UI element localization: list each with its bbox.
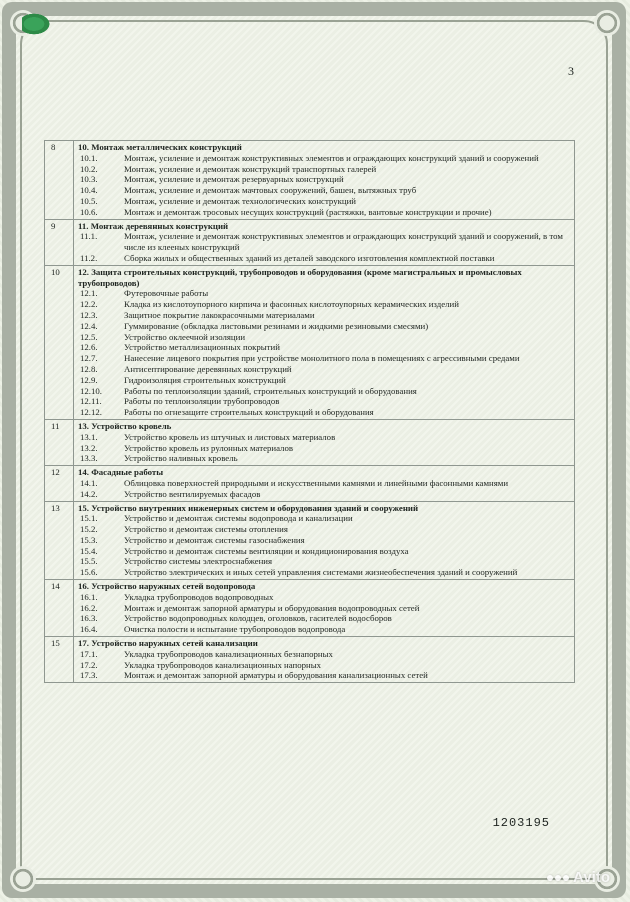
work-item-text: Устройство водопроводных колодцев, оголовков, гасителей водосборов — [124, 613, 392, 624]
work-item-code: 15.4. — [80, 545, 98, 556]
work-item-text: Монтаж, усиление и демонтаж конструкций транспортных галерей — [124, 163, 377, 174]
work-item — [78, 375, 570, 386]
work-item-text: Работы по теплоизоляции зданий, строительных конструкций и оборудования — [124, 385, 417, 396]
row-number: 9 — [45, 219, 74, 265]
work-item — [78, 364, 570, 375]
work-item-code: 15.2. — [80, 524, 98, 535]
work-item — [78, 660, 570, 671]
work-item-text: Укладка трубопроводов канализационных напорных — [124, 659, 322, 670]
avito-logo-icon — [547, 875, 569, 881]
work-item — [78, 231, 570, 253]
works-table — [44, 140, 575, 683]
work-item — [78, 613, 570, 624]
work-item-code: 12.9. — [80, 374, 98, 385]
work-item-text: Укладка трубопроводов канализационных безнапорных — [124, 648, 333, 659]
work-item-code: 16.2. — [80, 602, 98, 613]
work-item-code: 10.5. — [80, 195, 98, 206]
row-number: 12 — [45, 466, 74, 501]
section-cell — [74, 637, 575, 683]
work-item-code: 13.3. — [80, 453, 98, 464]
work-item-text: Защитное покрытие лакокрасочными материалами — [124, 309, 315, 320]
row-number: 8 — [45, 141, 74, 220]
table-row — [45, 637, 575, 683]
work-item-code: 16.4. — [80, 624, 98, 635]
work-item-text: Устройство оклеечной изоляции — [124, 331, 246, 342]
row-number: 14 — [45, 580, 74, 637]
work-item-text: Монтаж и демонтаж запорной арматуры и оборудования водопроводных сетей — [124, 602, 420, 613]
work-item-code: 15.1. — [80, 513, 98, 524]
work-item-text: Сборка жилых и общественных зданий из деталей заводского изготовления комплектной поставки — [124, 252, 495, 263]
row-number: 10 — [45, 265, 74, 419]
work-item-text: Гидроизоляция строительных конструкций — [124, 374, 286, 385]
section-title: 14. Фасадные работы — [78, 467, 164, 478]
work-item-text: Нанесение лицевого покрытия при устройстве монолитного пола в помещениях с агрессивными средами — [124, 353, 520, 364]
work-item — [78, 432, 570, 443]
section-cell — [74, 265, 575, 419]
work-item — [78, 443, 570, 454]
work-item-text: Устройство металлизационных покрытий — [124, 342, 280, 353]
work-item-text: Устройство наливных кровель — [124, 453, 238, 464]
work-item-text: Антисептирование деревянных конструкций — [124, 363, 292, 374]
work-item-code: 12.7. — [80, 353, 98, 364]
section-cell — [74, 580, 575, 637]
work-item — [78, 489, 570, 500]
work-item-code: 11.1. — [80, 231, 98, 242]
work-item — [78, 453, 570, 464]
work-item-code: 13.1. — [80, 431, 98, 442]
work-item-code: 12.10. — [80, 385, 102, 396]
corner-ornament — [10, 866, 36, 892]
work-item-code: 10.6. — [80, 206, 98, 217]
section-cell — [74, 501, 575, 580]
section-title: 11. Монтаж деревянных конструкций — [78, 220, 229, 231]
work-item-code: 10.1. — [80, 152, 98, 163]
work-item — [78, 299, 570, 310]
work-item — [78, 513, 570, 524]
work-item-text: Монтаж, усиление и демонтаж технологических конструкций — [124, 195, 356, 206]
work-item-text: Облицовка поверхностей природными и искусственными камнями и линейными фасонными камнями — [124, 477, 509, 488]
section-title: 17. Устройство наружных сетей канализации — [78, 638, 258, 649]
work-item — [78, 332, 570, 343]
work-item-code: 12.5. — [80, 331, 98, 342]
work-item — [78, 174, 570, 185]
section-title: 13. Устройство кровель — [78, 420, 172, 431]
work-item-text: Устройство электрических и иных сетей управления системами жизнеобеспечения зданий и сооружений — [124, 567, 518, 578]
work-item — [78, 386, 570, 397]
work-item-code: 16.3. — [80, 613, 98, 624]
work-item — [78, 649, 570, 660]
work-item — [78, 478, 570, 489]
section-title: 16. Устройство наружных сетей водопровода — [78, 581, 256, 592]
work-item — [78, 603, 570, 614]
work-item — [78, 196, 570, 207]
section-cell — [74, 466, 575, 501]
table-row — [45, 265, 575, 419]
table-row — [45, 580, 575, 637]
section-title: 15. Устройство внутренних инженерных систем и оборудования зданий и сооружений — [78, 502, 419, 513]
work-item-text: Монтаж, усиление и демонтаж резервуарных конструкций — [124, 174, 344, 185]
work-item-code: 17.2. — [80, 659, 98, 670]
registration-number: 1203195 — [492, 816, 550, 830]
section-cell — [74, 219, 575, 265]
row-number: 11 — [45, 419, 74, 465]
work-item-text: Устройство и демонтаж системы газоснабжения — [124, 534, 305, 545]
work-item-text: Монтаж, усиление и демонтаж конструктивных элементов и ограждающих конструкций зданий и сооружений, в том числе из клееных конструкций — [124, 231, 563, 253]
work-item — [78, 524, 570, 535]
work-item-text: Очистка полости и испытание трубопроводов водопровода — [124, 624, 346, 635]
work-item — [78, 624, 570, 635]
work-item-code: 12.1. — [80, 288, 98, 299]
work-item-text: Устройство системы электроснабжения — [124, 556, 273, 567]
work-item-code: 14.2. — [80, 488, 98, 499]
work-item — [78, 288, 570, 299]
work-item-code: 15.6. — [80, 567, 98, 578]
work-item — [78, 164, 570, 175]
work-item-text: Устройство кровель из штучных и листовых материалов — [124, 431, 336, 442]
work-item — [78, 546, 570, 557]
work-item-code: 12.8. — [80, 363, 98, 374]
section-title: 10. Монтаж металлических конструкций — [78, 142, 242, 152]
work-item — [78, 321, 570, 332]
work-item-code: 17.1. — [80, 648, 98, 659]
work-item — [78, 153, 570, 164]
section-title: 12. Защита строительных конструкций, трубопроводов и оборудования (кроме магистральных и промысловых трубопроводов) — [78, 266, 522, 288]
work-item-code: 12.4. — [80, 320, 98, 331]
work-item-text: Работы по теплоизоляции трубопроводов — [124, 396, 280, 407]
work-item-text: Работы по огнезащите строительных конструкций и оборудования — [124, 407, 374, 418]
table-row — [45, 466, 575, 501]
work-item-code: 17.3. — [80, 670, 98, 681]
work-item-text: Устройство и демонтаж системы отопления — [124, 524, 288, 535]
work-item — [78, 556, 570, 567]
work-item-code: 13.2. — [80, 442, 98, 453]
table-row — [45, 501, 575, 580]
work-item-code: 10.2. — [80, 163, 98, 174]
work-item-text: Футеровочные работы — [124, 288, 209, 299]
work-item-text: Устройство и демонтаж системы водопровода и канализации — [124, 513, 353, 524]
row-number: 13 — [45, 501, 74, 580]
green-seal-icon — [22, 12, 52, 36]
work-item-code: 15.5. — [80, 556, 98, 567]
work-item-code: 16.1. — [80, 591, 98, 602]
work-item-code: 12.2. — [80, 299, 98, 310]
work-item-text: Монтаж, усиление и демонтаж мачтовых сооружений, башен, вытяжных труб — [124, 185, 417, 196]
work-item-text: Кладка из кислотоупорного кирпича и фасонных кислотоупорных керамических изделий — [124, 299, 459, 310]
work-item-code: 14.1. — [80, 477, 98, 488]
table-row — [45, 141, 575, 220]
section-cell — [74, 141, 575, 220]
work-item-text: Устройство вентилируемых фасадов — [124, 488, 261, 499]
work-item-text: Укладка трубопроводов водопроводных — [124, 591, 274, 602]
work-item — [78, 670, 570, 681]
work-item — [78, 567, 570, 578]
work-item — [78, 407, 570, 418]
page-number: 3 — [568, 64, 574, 78]
work-item — [78, 342, 570, 353]
work-item-text: Монтаж и демонтаж запорной арматуры и оборудования канализационных сетей — [124, 670, 428, 681]
avito-watermark — [547, 869, 610, 886]
row-number: 15 — [45, 637, 74, 683]
work-item-text: Гуммирование (обкладка листовыми резинами и жидкими резиновыми смесями) — [124, 320, 429, 331]
work-item — [78, 253, 570, 264]
table-row — [45, 419, 575, 465]
work-item-code: 10.3. — [80, 174, 98, 185]
corner-ornament — [594, 10, 620, 36]
work-item-code: 11.2. — [80, 252, 98, 263]
work-item — [78, 207, 570, 218]
watermark-text: Avito — [573, 869, 610, 886]
work-item-text: Устройство и демонтаж системы вентиляции и кондиционирования воздуха — [124, 545, 409, 556]
work-item — [78, 396, 570, 407]
work-item — [78, 592, 570, 603]
work-item — [78, 185, 570, 196]
work-item-code: 12.3. — [80, 309, 98, 320]
work-item-text: Монтаж и демонтаж тросовых несущих конструкций (растяжки, вантовые конструкции и прочие) — [124, 206, 492, 217]
work-item — [78, 535, 570, 546]
work-item — [78, 353, 570, 364]
work-item-text: Устройство кровель из рулонных материалов — [124, 442, 293, 453]
work-item-code: 15.3. — [80, 534, 98, 545]
work-item-code: 12.6. — [80, 342, 98, 353]
table-row — [45, 219, 575, 265]
work-item-text: Монтаж, усиление и демонтаж конструктивных элементов и ограждающих конструкций зданий и сооружений — [124, 152, 539, 163]
work-item-code: 12.11. — [80, 396, 102, 407]
work-item-code: 10.4. — [80, 185, 98, 196]
work-item — [78, 310, 570, 321]
section-cell — [74, 419, 575, 465]
work-item-code: 12.12. — [80, 407, 102, 418]
